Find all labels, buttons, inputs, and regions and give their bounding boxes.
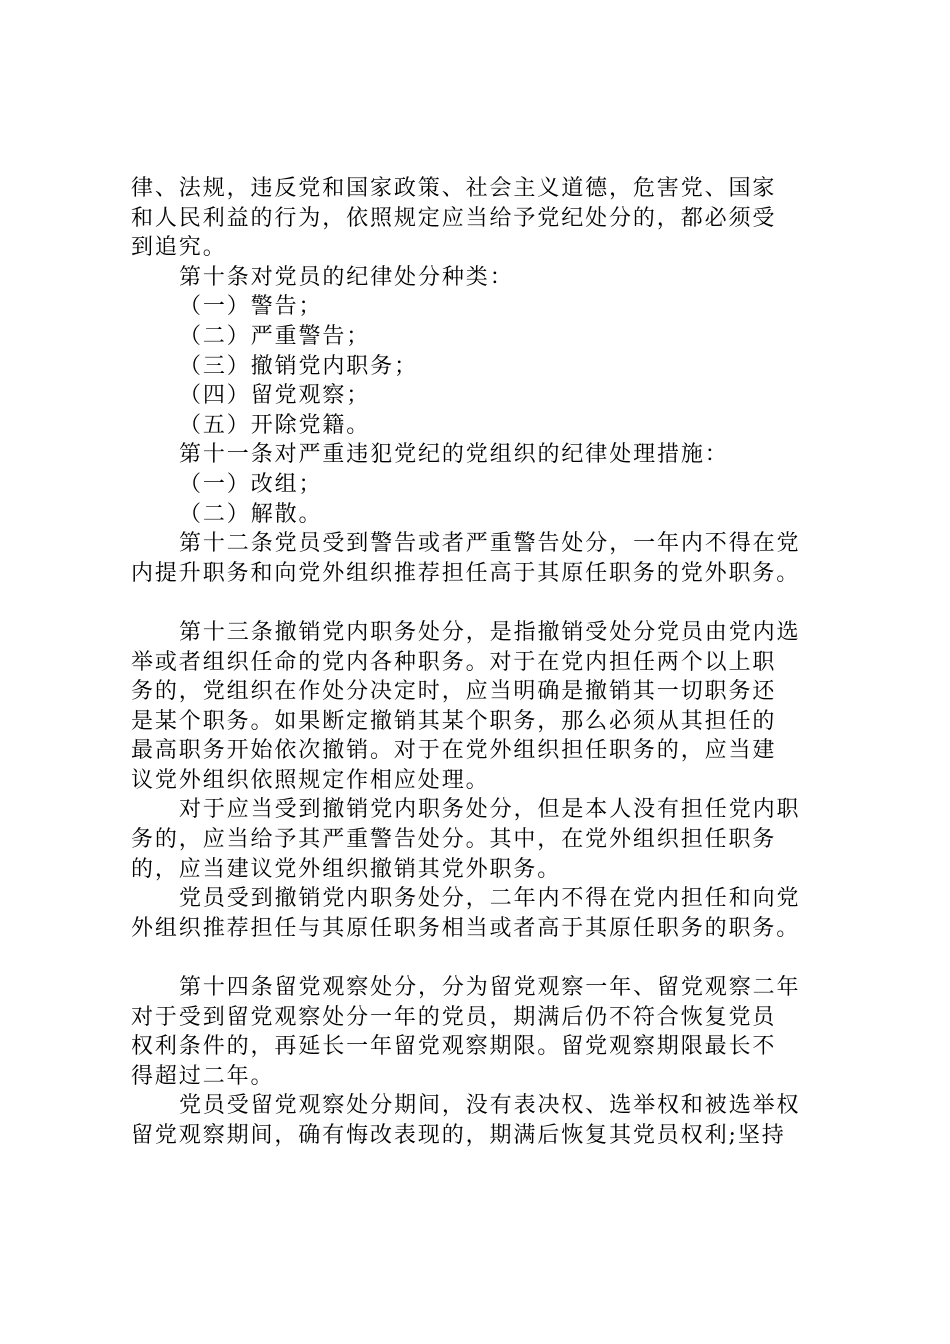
text-line: 内提升职务和向党外组织推荐担任高于其原任职务的党外职务。 bbox=[131, 560, 801, 586]
text-line: 权利条件的，再延长一年留党观察期限。留党观察期限最长不 bbox=[131, 1034, 777, 1060]
paragraph-start: 党员受到撤销党内职务处分，二年内不得在党内担任和向党 bbox=[179, 886, 801, 912]
paragraph-gap bbox=[131, 943, 851, 973]
text-line: 和人民利益的行为，依照规定应当给予党纪处分的，都必须受 bbox=[131, 205, 777, 231]
text-line: 议党外组织依照规定作相应处理。 bbox=[131, 767, 490, 793]
article-12-text: 第十二条党员受到警告或者严重警告处分，一年内不得在党 bbox=[179, 531, 801, 557]
article-14-text: 第十四条留党观察处分，分为留党观察一年、留党观察二年 bbox=[179, 975, 801, 1001]
text-line: 留党观察期间，确有悔改表现的，期满后恢复其党员权利;坚持 bbox=[131, 1123, 786, 1148]
paragraph-start: 对于应当受到撤销党内职务处分，但是本人没有担任党内职 bbox=[179, 797, 801, 823]
text-line: 最高职务开始依次撤销。对于在党外组织担任职务的，应当建 bbox=[131, 738, 777, 764]
article-11-heading: 第十一条对严重违犯党纪的党组织的纪律处理措施： bbox=[179, 442, 729, 468]
text-line: 务的，党组织在作处分决定时，应当明确是撤销其一切职务还 bbox=[131, 679, 777, 705]
article-10-heading: 第十条对党员的纪律处分种类： bbox=[179, 264, 514, 290]
list-item: （五）开除党籍。 bbox=[179, 412, 371, 438]
text-line: 到追究。 bbox=[131, 235, 227, 261]
text-line: 是某个职务。如果断定撤销其某个职务，那么必须从其担任的 bbox=[131, 708, 777, 734]
article-13-text: 第十三条撤销党内职务处分，是指撤销受处分党员由党内选 bbox=[179, 619, 801, 645]
list-item: （二）严重警告； bbox=[179, 323, 371, 349]
text-line: 的，应当建议党外组织撤销其党外职务。 bbox=[131, 856, 562, 882]
text-line: 律、法规，违反党和国家政策、社会主义道德，危害党、国家 bbox=[131, 176, 777, 201]
document-body bbox=[131, 174, 851, 1151]
text-line: 务的，应当给予其严重警告处分。其中，在党外组织担任职务 bbox=[131, 827, 777, 853]
text-line: 举或者组织任命的党内各种职务。对于在党内担任两个以上职 bbox=[131, 649, 777, 675]
list-item: （一）改组； bbox=[179, 471, 323, 497]
paragraph-gap bbox=[131, 588, 851, 618]
paragraph-start: 党员受留党观察处分期间，没有表决权、选举权和被选举权 bbox=[179, 1093, 801, 1119]
list-item: （四）留党观察； bbox=[179, 383, 371, 409]
list-item: （二）解散。 bbox=[179, 501, 323, 527]
text-line: 得超过二年。 bbox=[131, 1063, 275, 1089]
text-line: 对于受到留党观察处分一年的党员，期满后仍不符合恢复党员 bbox=[131, 1004, 777, 1030]
list-item: （三）撤销党内职务； bbox=[179, 353, 419, 379]
list-item: （一）警告； bbox=[179, 294, 323, 320]
text-line: 外组织推荐担任与其原任职务相当或者高于其原任职务的职务。 bbox=[131, 915, 801, 941]
